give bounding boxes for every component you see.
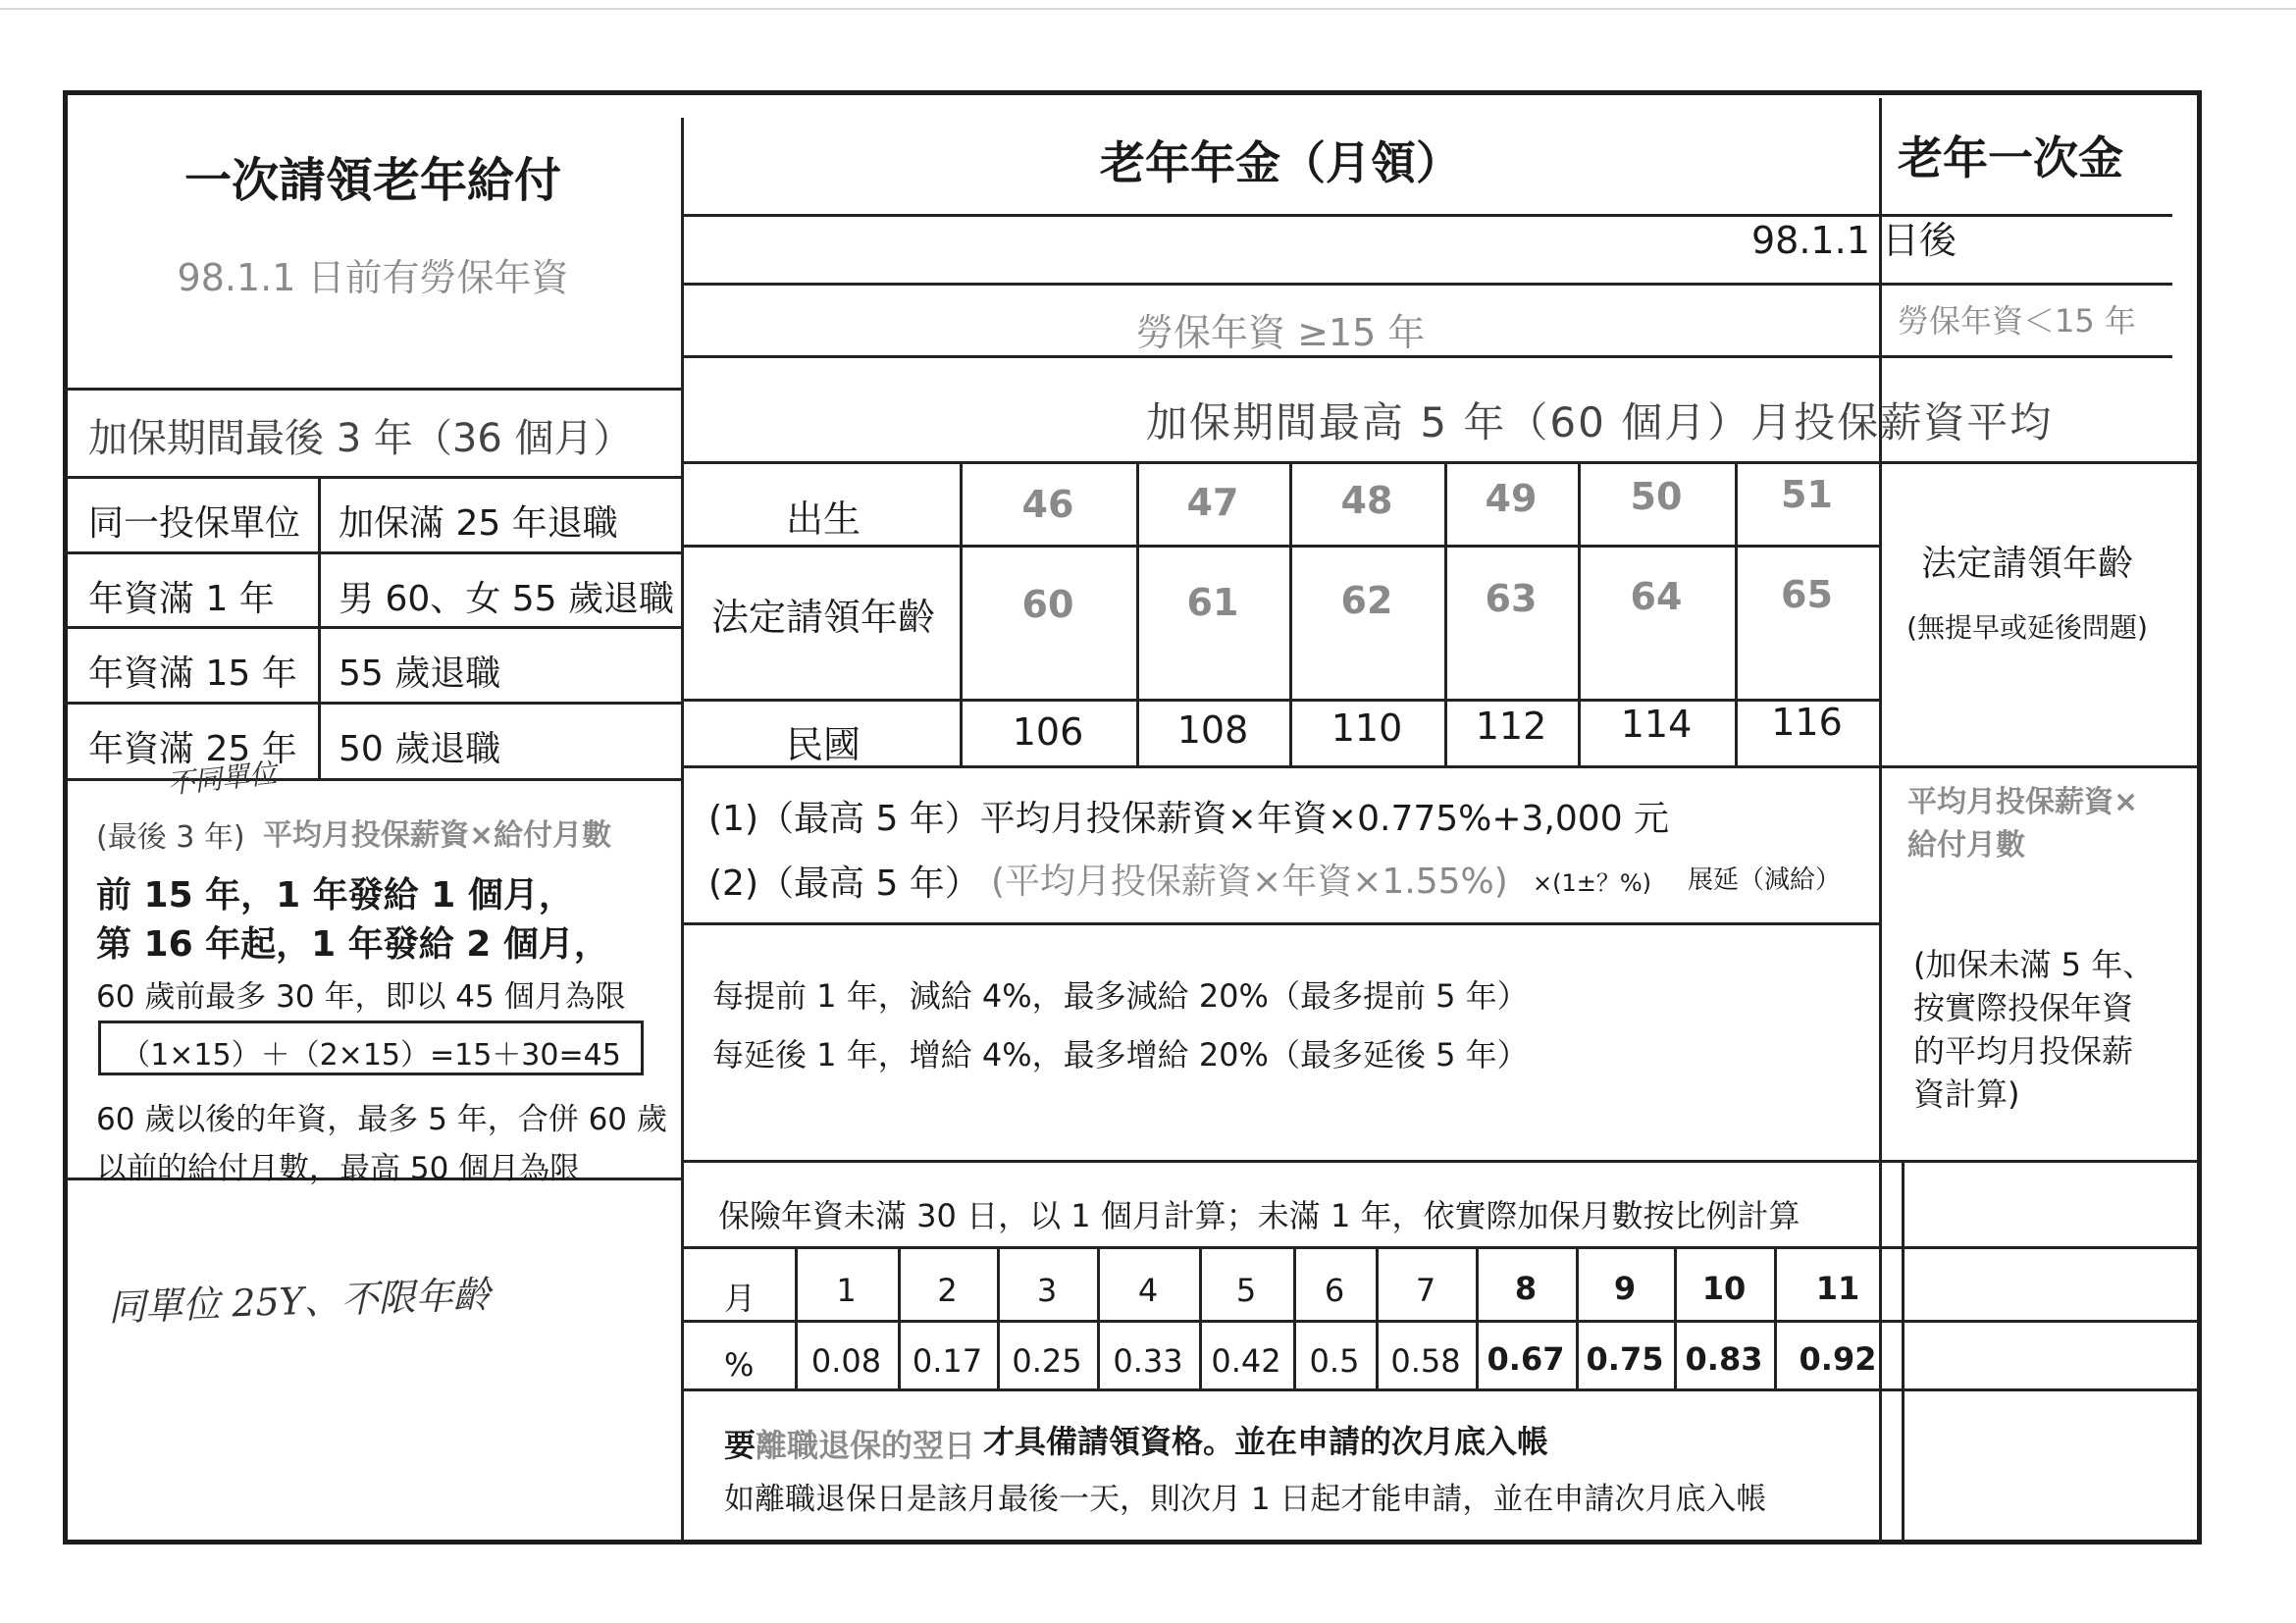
roc-year-label: 民國 bbox=[785, 723, 861, 766]
divider bbox=[1902, 1160, 1905, 1544]
lump-sum-formula: 平均月投保薪資×給付月數 bbox=[263, 818, 612, 853]
birth-year: 51 bbox=[1781, 473, 1833, 516]
annuity-formula-2-factor: ×(1±？%) bbox=[1533, 869, 1652, 897]
condition-value: 55 歲退職 bbox=[339, 654, 501, 694]
right-note-line: 資計算) bbox=[1913, 1075, 2020, 1113]
month-percent: 0.42 bbox=[1211, 1342, 1281, 1380]
before-date-subtitle: 98.1.1 日前有勞保年資 bbox=[177, 256, 569, 299]
month-number: 8 bbox=[1514, 1270, 1538, 1307]
month-number: 6 bbox=[1324, 1272, 1345, 1309]
month-percent: 0.17 bbox=[912, 1342, 983, 1380]
month-percent: 0.58 bbox=[1390, 1342, 1461, 1380]
divider bbox=[681, 1388, 2200, 1391]
birth-year: 47 bbox=[1186, 481, 1239, 524]
roc-year: 114 bbox=[1620, 703, 1693, 746]
statutory-age: 61 bbox=[1186, 581, 1239, 624]
rule-limit-50: 以前的給付月數，最高 50 個月為限 bbox=[96, 1151, 581, 1186]
seniority-lt15: 勞保年資＜15 年 bbox=[1898, 302, 2136, 340]
calc-text: （1×15）＋（2×15）=15＋30=45 bbox=[121, 1038, 621, 1073]
eligibility-gray: 離職退保的翌日 bbox=[756, 1427, 976, 1464]
roc-year: 108 bbox=[1176, 708, 1249, 752]
month-percent: 0.33 bbox=[1113, 1342, 1183, 1380]
annuity-formula-2-note: 展延（減給） bbox=[1688, 865, 1842, 895]
statutory-age: 63 bbox=[1485, 577, 1538, 620]
divider bbox=[681, 699, 1879, 702]
lump-sum-elder-title: 老年一次金 bbox=[1898, 131, 2123, 184]
divider bbox=[63, 778, 683, 781]
right-formula: 平均月投保薪資×給付月數 bbox=[1907, 785, 2139, 863]
month-number: 5 bbox=[1235, 1272, 1257, 1309]
condition-label: 同一投保單位 bbox=[88, 503, 301, 544]
month-percent: 0.75 bbox=[1586, 1340, 1664, 1378]
divider bbox=[63, 702, 683, 705]
eligibility-suffix: 才具備請領資格。並在申請的次月底入帳 bbox=[983, 1423, 1549, 1460]
statutory-age: 62 bbox=[1340, 579, 1393, 622]
month-number: 1 bbox=[836, 1272, 857, 1309]
month-number: 4 bbox=[1137, 1272, 1159, 1309]
rule-limit-45: 60 歲前最多 30 年，即以 45 個月為限 bbox=[96, 979, 626, 1015]
month-number: 7 bbox=[1415, 1272, 1436, 1309]
right-note-line: (加保未滿 5 年、 bbox=[1913, 946, 2155, 983]
month-number: 10 bbox=[1701, 1270, 1747, 1307]
month-percent: 0.5 bbox=[1309, 1342, 1360, 1380]
percent-label: % bbox=[724, 1346, 755, 1384]
month-number: 3 bbox=[1036, 1272, 1058, 1309]
right-note-line: 的平均月投保薪 bbox=[1913, 1032, 2134, 1070]
divider bbox=[63, 551, 683, 554]
annuity-formula-2: (平均月投保薪資×年資×1.55%) bbox=[991, 862, 1508, 902]
divider bbox=[681, 922, 1879, 925]
roc-year: 106 bbox=[1012, 710, 1084, 754]
statutory-age: 64 bbox=[1630, 575, 1683, 618]
annuity-formula-1: (1)（最高 5 年）平均月投保薪資×年資×0.775%+3,000 元 bbox=[708, 799, 1670, 839]
divider bbox=[63, 476, 683, 479]
right-note-line: 按實際投保年資 bbox=[1913, 989, 2134, 1026]
seniority-ge15: 勞保年資 ≥15 年 bbox=[1136, 311, 1426, 354]
roc-year: 116 bbox=[1771, 701, 1843, 744]
condition-value: 50 歲退職 bbox=[339, 729, 501, 769]
roc-year: 110 bbox=[1331, 707, 1403, 750]
birth-label: 出生 bbox=[785, 497, 861, 541]
condition-label: 年資滿 15 年 bbox=[88, 654, 297, 694]
divider bbox=[681, 283, 2172, 286]
month-number: 9 bbox=[1613, 1270, 1637, 1307]
eligibility-prefix: 要 bbox=[724, 1427, 757, 1464]
divider bbox=[318, 476, 321, 778]
month-percent: 0.25 bbox=[1012, 1342, 1082, 1380]
rule-after-16: 第 16 年起，1 年發給 2 個月， bbox=[96, 924, 609, 965]
lump-sum-title: 一次請領老年給付 bbox=[183, 153, 561, 208]
condition-value: 加保滿 25 年退職 bbox=[339, 503, 618, 544]
insurance-month-rule: 保險年資未滿 30 日，以 1 個月計算；未滿 1 年，依實際加保月數按比例計算 bbox=[718, 1197, 1800, 1234]
annuity-title: 老年年金（月領） bbox=[1100, 136, 1461, 189]
divider bbox=[63, 626, 683, 629]
5-year-period: 加保期間最高 5 年（60 個月）月投保薪資平均 bbox=[1146, 398, 2054, 446]
divider bbox=[63, 388, 683, 391]
after-date-label: 98.1.1 日後 bbox=[1751, 219, 1957, 262]
month-percent: 0.08 bbox=[810, 1342, 882, 1380]
divider bbox=[681, 1246, 2200, 1249]
annuity-formula-2-prefix: (2)（最高 5 年） bbox=[708, 864, 980, 904]
divider bbox=[681, 1320, 2200, 1323]
eligibility-detail: 如離職退保日是該月最後一天，則次月 1 日起才能申請，並在申請次月底入帳 bbox=[724, 1482, 1767, 1517]
roc-year: 112 bbox=[1475, 705, 1547, 748]
divider bbox=[681, 355, 2172, 358]
scan-edge-line bbox=[0, 8, 2296, 10]
statutory-age-label: 法定請領年齡 bbox=[710, 596, 935, 639]
condition-label: 年資滿 1 年 bbox=[88, 579, 275, 619]
month-label: 月 bbox=[724, 1280, 757, 1317]
birth-year: 48 bbox=[1340, 479, 1393, 522]
early-claim-rule: 每提前 1 年，減給 4%，最多減給 20%（最多提前 5 年） bbox=[712, 977, 1529, 1015]
divider bbox=[1879, 98, 1882, 1543]
month-percent: 0.92 bbox=[1799, 1340, 1877, 1378]
divider bbox=[681, 1160, 2200, 1163]
condition-value: 男 60、女 55 歲退職 bbox=[339, 579, 674, 619]
birth-year: 46 bbox=[1021, 483, 1074, 526]
divider bbox=[1879, 98, 1882, 216]
last-3-years-period: 加保期間最後 3 年（36 個月） bbox=[88, 416, 633, 461]
month-number: 11 bbox=[1815, 1270, 1860, 1307]
month-number: 2 bbox=[937, 1272, 958, 1309]
month-percent: 0.67 bbox=[1487, 1340, 1565, 1378]
statutory-age: 65 bbox=[1781, 573, 1833, 616]
divider bbox=[681, 545, 1879, 548]
handwritten-bottom-note: 同單位 25Y、不限年齡 bbox=[107, 1273, 492, 1330]
divider bbox=[681, 461, 2200, 464]
condition-label: 年資滿 25 年 bbox=[88, 729, 297, 769]
statutory-age: 60 bbox=[1021, 583, 1074, 626]
delayed-claim-rule: 每延後 1 年，增給 4%，最多增給 20%（最多延後 5 年） bbox=[712, 1036, 1529, 1073]
birth-year: 49 bbox=[1485, 477, 1538, 520]
lump-sum-formula-prefix: (最後 3 年) bbox=[96, 820, 245, 855]
handwritten-note: 不同單位 bbox=[165, 757, 279, 801]
rule-first-15: 前 15 年，1 年發給 1 個月， bbox=[96, 875, 574, 916]
right-statutory-age: 法定請領年齡 bbox=[1920, 544, 2133, 584]
birth-year: 50 bbox=[1630, 475, 1683, 518]
no-early-delay-note: (無提早或延後問題) bbox=[1906, 611, 2148, 644]
divider bbox=[681, 118, 684, 1543]
month-percent: 0.83 bbox=[1685, 1340, 1763, 1378]
rule-after-60: 60 歲以後的年資，最多 5 年，合併 60 歲 bbox=[96, 1102, 667, 1137]
